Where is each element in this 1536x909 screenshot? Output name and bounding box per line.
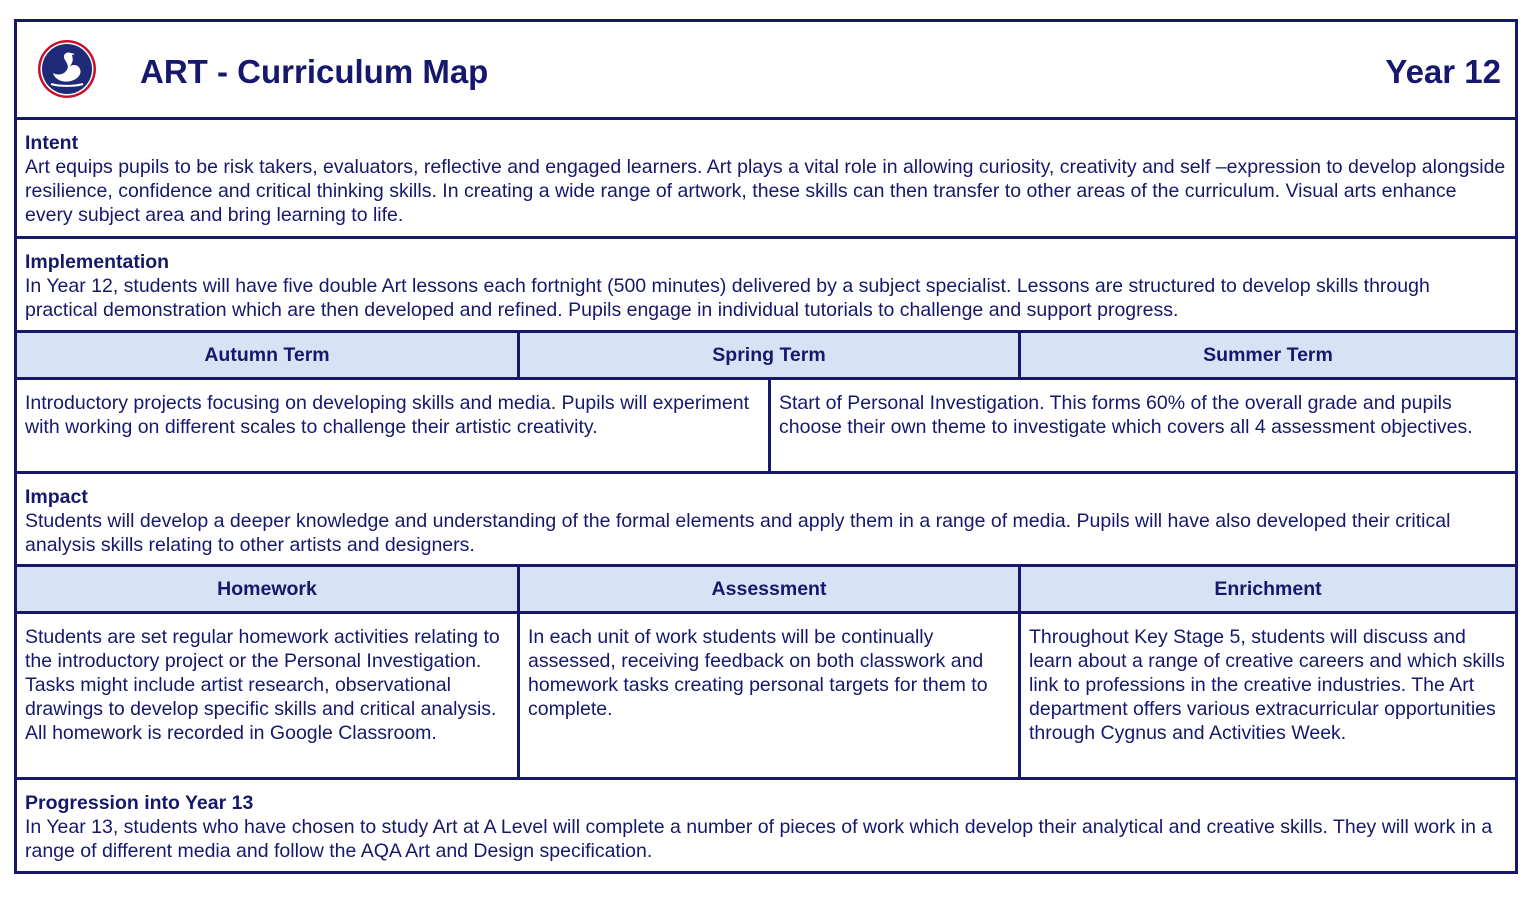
homework-note: All homework is recorded in Google Classroom.	[25, 722, 437, 744]
impact-text: Students will develop a deeper knowledge and understanding of the formal elements and apply them in a range of media. Pupils will have also developed their critical analysis skills relating to other artists and designers.	[25, 510, 1451, 556]
spring-summer-cell: Start of Personal Investigation. This forms 60% of the overall grade and pupils choose their own theme to investigate which covers all 4 assessment objectives.	[768, 380, 1515, 471]
extras-header-bar	[17, 567, 1515, 614]
intent-text: Art equips pupils to be risk takers, evaluators, reflective and engaged learners. Art plays a vital role in allowing curiosity, creativity and self –expression to develop alongside resilience, confidence and critical thinking skills. In creating a wide range of artwork, these skills can then transfer to other areas of the curriculum. Visual arts enhance every subject area and bring learning to life.	[25, 156, 1506, 226]
page-header	[17, 22, 1515, 120]
curriculum-map	[14, 19, 1518, 874]
progression-heading: Progression into Year 13	[25, 792, 254, 814]
intent-section	[17, 120, 1515, 239]
intent-heading: Intent	[25, 132, 79, 154]
terms-header-bar	[17, 333, 1515, 380]
implementation-text: In Year 12, students will have five double Art lessons each fortnight (500 minutes) delivered by a subject specialist. Lessons are structured to develop skills through practical demonstration which are then developed and refined. Pupils engage in individual tutorials to challenge and support progress.	[25, 275, 1430, 321]
spring-term-header: Spring Term	[517, 333, 1018, 377]
enrichment-header: Enrichment	[1018, 567, 1515, 611]
homework-cell	[17, 614, 517, 777]
swan-logo-icon	[37, 39, 97, 99]
implementation-section	[17, 239, 1515, 333]
progression-section	[17, 780, 1515, 871]
autumn-spring-cell: Introductory projects focusing on developing skills and media. Pupils will experiment with working on different scales to challenge their artistic creativity.	[25, 392, 750, 438]
homework-text: Students are set regular homework activities relating to the introductory project or the Personal Investigation. Tasks might include artist research, observational drawings to develop specific skills and critical analysis.	[25, 626, 500, 720]
assessment-cell: In each unit of work students will be continually assessed, receiving feedback on both classwork and homework tasks creating personal targets for them to complete.	[517, 614, 1018, 777]
enrichment-cell: Throughout Key Stage 5, students will discuss and learn about a range of creative careers and which skills link to professions in the creative industries. The Art department offers various extracurricular opportunities through Cygnus and Activities Week.	[1018, 614, 1515, 777]
impact-heading: Impact	[25, 486, 88, 508]
terms-content	[17, 380, 1515, 474]
progression-text: In Year 13, students who have chosen to study Art at A Level will complete a number of pieces of work which develop their analytical and creative skills. They will work in a range of different media and follow the AQA Art and Design specification.	[25, 816, 1493, 862]
autumn-term-header: Autumn Term	[204, 344, 330, 366]
extras-content	[17, 614, 1515, 780]
year-label: Year 12	[1385, 53, 1501, 90]
homework-header: Homework	[217, 578, 317, 600]
page-title: ART - Curriculum Map	[140, 53, 489, 90]
implementation-heading: Implementation	[25, 251, 170, 273]
impact-section	[17, 474, 1515, 567]
summer-term-header: Summer Term	[1018, 333, 1515, 377]
assessment-header: Assessment	[517, 567, 1018, 611]
